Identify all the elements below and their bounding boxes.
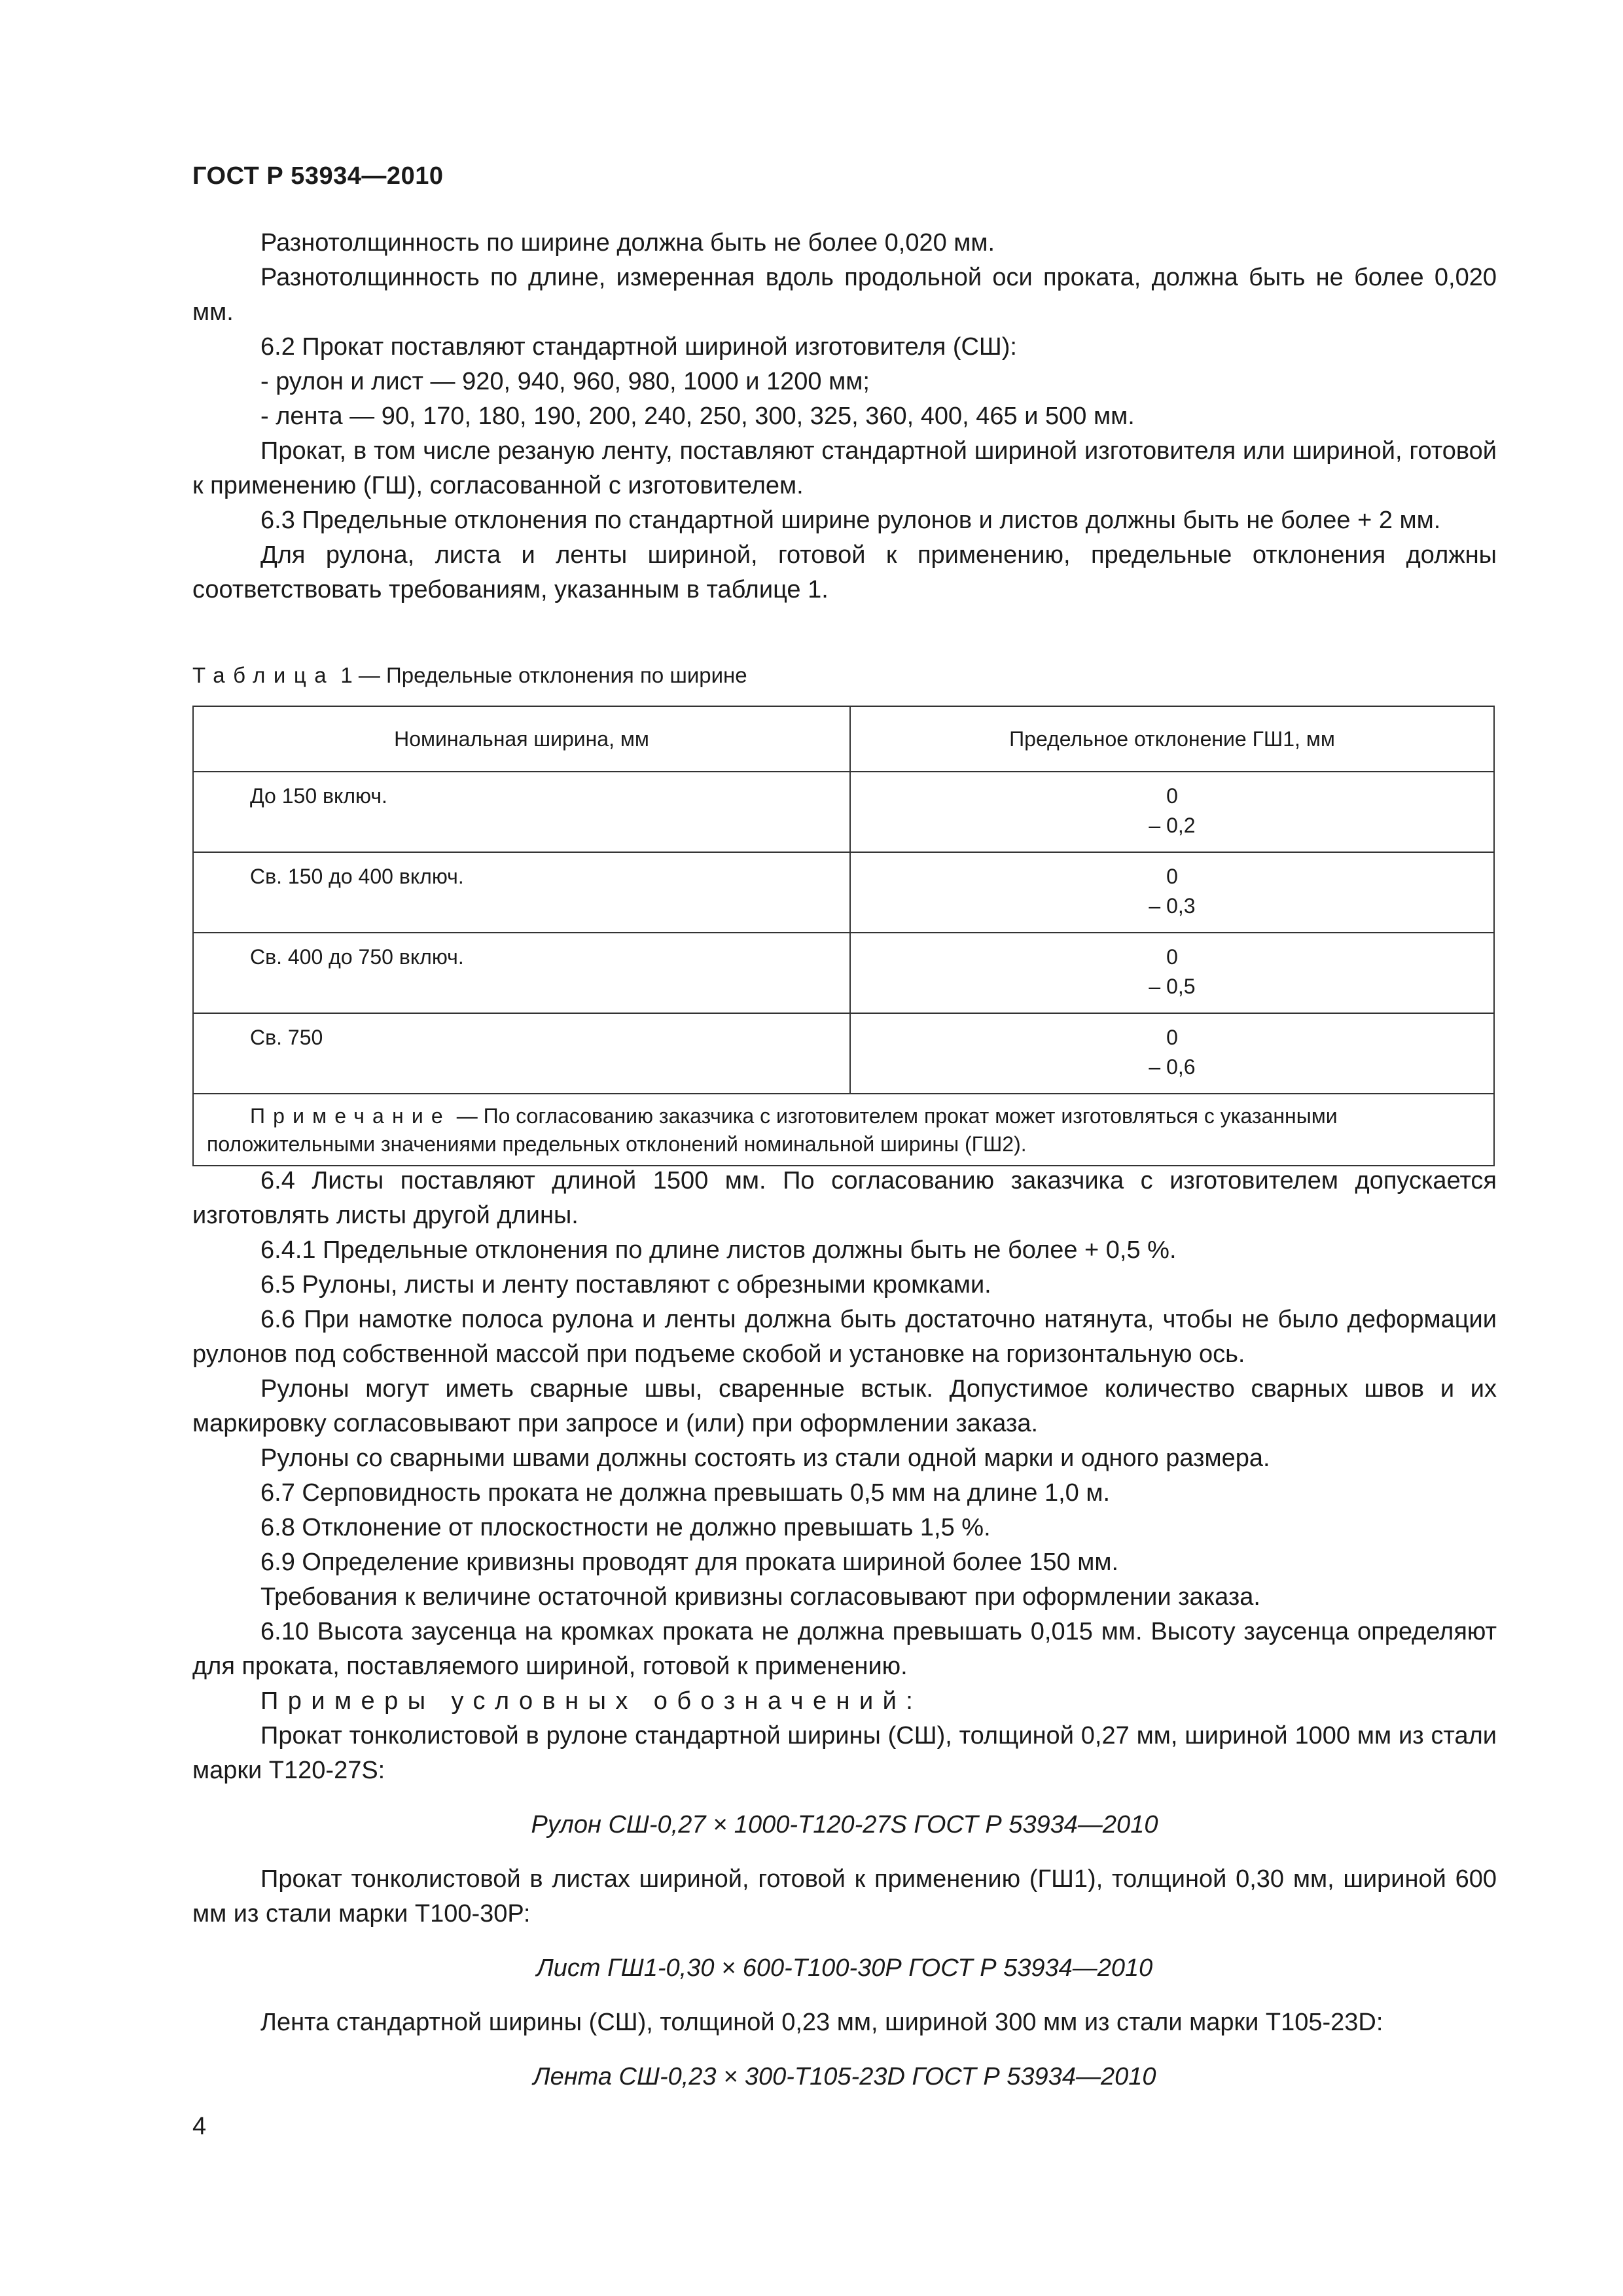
paragraph: Для рулона, листа и ленты шириной, готовой к применению, предельные отклонения должны соответствовать требованиям, указанным в таблице 1. bbox=[192, 541, 1497, 603]
width-cell: Св. 150 до 400 включ. bbox=[193, 852, 850, 933]
paragraph: 6.7 Серповидность проката не должна превышать 0,5 мм на длине 1,0 м. bbox=[260, 1479, 1111, 1507]
examples-heading: Примеры условных обозначений: bbox=[260, 1687, 923, 1715]
upper-deviation: 0 bbox=[1166, 945, 1178, 969]
lower-deviation: – 0,6 bbox=[1149, 1055, 1196, 1079]
table-caption-title: 1 — Предельные отклонения по ширине bbox=[340, 663, 747, 687]
example-description: Прокат тонколистовой в листах шириной, готовой к применению (ГШ1), толщиной 0,30 мм, шириной 600 мм из стали марки Т100-30Р: bbox=[192, 1865, 1497, 1928]
table-header-row bbox=[193, 706, 1494, 772]
lower-deviation: – 0,5 bbox=[1149, 975, 1196, 998]
paragraph: - лента — 90, 170, 180, 190, 200, 240, 250, 300, 325, 360, 400, 465 и 500 мм. bbox=[260, 403, 1135, 430]
note-text: — По согласованию заказчика с изготовителем прокат может изготовляться с указанными положительными значениями предельных отклонений номинальной ширины (ГШ2). bbox=[207, 1104, 1338, 1156]
paragraph: 6.4 Листы поставляют длиной 1500 мм. По согласованию заказчика с изготовителем допускается изготовлять листы другой длины. bbox=[192, 1167, 1497, 1229]
paragraph: 6.8 Отклонение от плоскостности не должно превышать 1,5 %. bbox=[260, 1514, 991, 1541]
paragraph: Требования к величине остаточной кривизны согласовывают при оформлении заказа. bbox=[260, 1583, 1260, 1611]
example-designation: Рулон СШ-0,27 × 1000-Т120-27S ГОСТ Р 53934—2010 bbox=[531, 1811, 1158, 1839]
paragraph: 6.6 При намотке полоса рулона и ленты должна быть достаточно натянута, чтобы не было деформации рулонов под собственной массой при подъеме скобой и установке на горизонтальную ось. bbox=[192, 1306, 1497, 1368]
paragraph: 6.9 Определение кривизны проводят для проката шириной более 150 мм. bbox=[260, 1549, 1119, 1576]
deviation-cell bbox=[850, 772, 1494, 852]
table-note bbox=[193, 1094, 1494, 1166]
paragraph: 6.5 Рулоны, листы и ленту поставляют с обрезными кромками. bbox=[260, 1271, 991, 1299]
body-section bbox=[192, 1164, 1497, 2094]
table-row bbox=[193, 772, 1494, 852]
column-header: Номинальная ширина, мм bbox=[193, 706, 850, 772]
deviation-cell bbox=[850, 852, 1494, 933]
paragraph: Рулоны могут иметь сварные швы, сваренные встык. Допустимое количество сварных швов и их маркировку согласовывают при запросе и (или) при оформлении заказа. bbox=[192, 1375, 1497, 1437]
paragraph: Разнотолщинность по длине, измеренная вдоль продольной оси проката, должна быть не более 0,020 мм. bbox=[192, 264, 1497, 326]
table-caption bbox=[192, 663, 747, 688]
paragraph: 6.4.1 Предельные отклонения по длине листов должны быть не более + 0,5 %. bbox=[260, 1236, 1177, 1264]
document-header: ГОСТ Р 53934—2010 bbox=[192, 162, 444, 190]
note-label: Примечание bbox=[250, 1104, 451, 1128]
table-row bbox=[193, 1013, 1494, 1094]
paragraph: 6.3 Предельные отклонения по стандартной ширине рулонов и листов должны быть не более + 2 мм. bbox=[260, 507, 1441, 534]
width-deviation-table bbox=[192, 706, 1495, 1166]
width-cell: До 150 включ. bbox=[193, 772, 850, 852]
lower-deviation: – 0,2 bbox=[1149, 814, 1196, 837]
example-description: Лента стандартной ширины (СШ), толщиной 0,23 мм, шириной 300 мм из стали марки Т105-23D: bbox=[260, 2009, 1383, 2036]
table-row bbox=[193, 933, 1494, 1013]
deviation-cell bbox=[850, 1013, 1494, 1094]
example-designation: Лист ГШ1-0,30 × 600-Т100-30Р ГОСТ Р 53934—2010 bbox=[536, 1954, 1153, 1982]
upper-deviation: 0 bbox=[1166, 784, 1178, 808]
paragraph: - рулон и лист — 920, 940, 960, 980, 1000 и 1200 мм; bbox=[260, 368, 870, 395]
table-row bbox=[193, 852, 1494, 933]
intro-section bbox=[192, 226, 1497, 607]
table-note-row bbox=[193, 1094, 1494, 1166]
paragraph: 6.10 Высота заусенца на кромках проката не должна превышать 0,015 мм. Высоту заусенца определяют для проката, поставляемого шириной, готовой к применению. bbox=[192, 1618, 1497, 1680]
example-designation: Лента СШ-0,23 × 300-Т105-23D ГОСТ Р 53934—2010 bbox=[533, 2063, 1156, 2090]
paragraph: Разнотолщинность по ширине должна быть не более 0,020 мм. bbox=[260, 229, 995, 257]
column-header: Предельное отклонение ГШ1, мм bbox=[850, 706, 1494, 772]
lower-deviation: – 0,3 bbox=[1149, 894, 1196, 918]
upper-deviation: 0 bbox=[1166, 865, 1178, 888]
upper-deviation: 0 bbox=[1166, 1026, 1178, 1049]
paragraph: 6.2 Прокат поставляют стандартной шириной изготовителя (СШ): bbox=[260, 333, 1017, 361]
paragraph: Рулоны со сварными швами должны состоять из стали одной марки и одного размера. bbox=[260, 1444, 1270, 1472]
example-description: Прокат тонколистовой в рулоне стандартной ширины (СШ), толщиной 0,27 мм, шириной 1000 мм из стали марки Т120-27S: bbox=[192, 1722, 1497, 1784]
deviation-cell bbox=[850, 933, 1494, 1013]
paragraph: Прокат, в том числе резаную ленту, поставляют стандартной шириной изготовителя или шириной, готовой к применению (ГШ), согласованной с изготовителем. bbox=[192, 437, 1497, 499]
table-caption-label: Таблица bbox=[192, 663, 335, 687]
page-number: 4 bbox=[192, 2113, 207, 2140]
width-cell: Св. 750 bbox=[193, 1013, 850, 1094]
width-cell: Св. 400 до 750 включ. bbox=[193, 933, 850, 1013]
